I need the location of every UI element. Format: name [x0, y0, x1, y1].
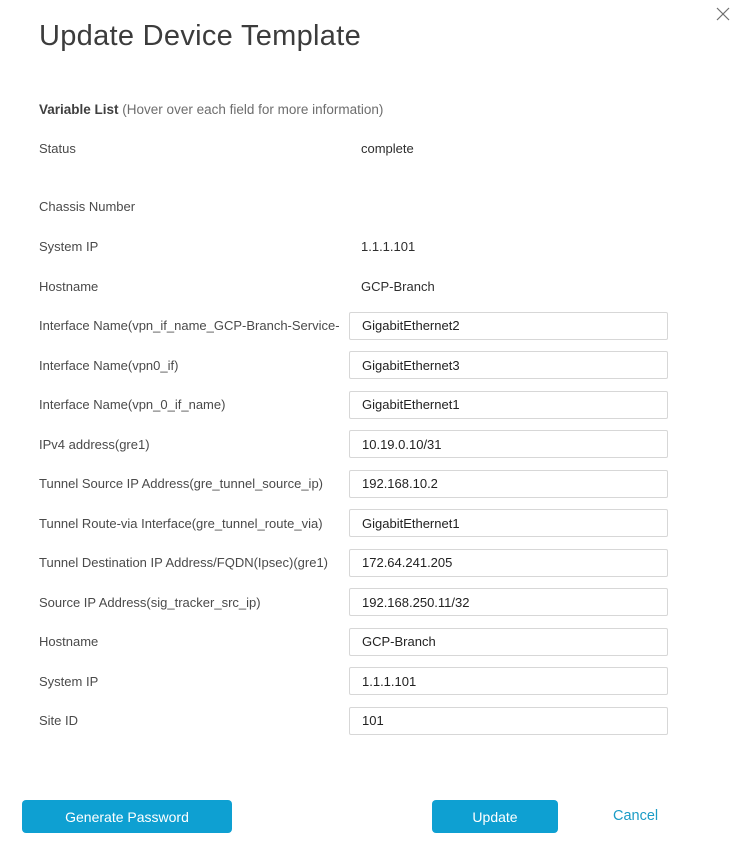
field-label: System IP — [39, 673, 99, 689]
field-label: Tunnel Source IP Address(gre_tunnel_source_ip) — [39, 476, 324, 492]
interface-name-vpn0-if-input[interactable] — [349, 351, 668, 379]
field-value: 1.1.1.101 — [361, 238, 416, 254]
ipv4-address-gre1-input[interactable] — [349, 430, 668, 458]
row-chassis-number — [39, 186, 668, 226]
row-ipv4-address-gre1 — [39, 425, 668, 465]
sig-tracker-src-ip-input[interactable] — [349, 588, 668, 616]
field-label: Status — [39, 140, 76, 156]
cancel-link[interactable]: Cancel — [613, 800, 658, 833]
row-tunnel-destination-ip — [39, 543, 668, 583]
site-id-input[interactable] — [349, 707, 668, 735]
variable-list — [39, 128, 668, 741]
variable-list-hint: (Hover over each field for more information) — [118, 102, 384, 117]
field-label: Chassis Number — [39, 198, 136, 214]
interface-name-service-input[interactable] — [349, 312, 668, 340]
generate-password-button[interactable]: Generate Password — [22, 800, 232, 833]
dialog-footer — [0, 800, 752, 833]
tunnel-destination-ip-input[interactable] — [349, 549, 668, 577]
field-label: Interface Name(vpn_if_name_GCP-Branch-Service- — [39, 318, 340, 334]
field-label: Interface Name(vpn0_if) — [39, 357, 179, 373]
system-ip-input[interactable] — [349, 667, 668, 695]
variable-list-heading — [39, 102, 383, 117]
field-value: GCP-Branch — [361, 278, 435, 294]
row-tunnel-route-via — [39, 504, 668, 544]
tunnel-source-ip-input[interactable] — [349, 470, 668, 498]
field-label: Hostname — [39, 278, 99, 294]
row-hostname-static — [39, 266, 668, 306]
hostname-input[interactable] — [349, 628, 668, 656]
field-value: complete — [361, 140, 414, 156]
update-button[interactable]: Update — [432, 800, 558, 833]
field-label: Tunnel Route-via Interface(gre_tunnel_route_via) — [39, 515, 323, 531]
row-tunnel-source-ip — [39, 464, 668, 504]
field-label: Site ID — [39, 713, 79, 729]
row-system-ip — [39, 662, 668, 702]
row-sig-tracker-src-ip — [39, 583, 668, 623]
field-label: IPv4 address(gre1) — [39, 436, 150, 452]
row-status — [39, 128, 668, 168]
row-system-ip-static — [39, 226, 668, 266]
row-interface-name-vpn-0-if-name — [39, 385, 668, 425]
row-hostname — [39, 622, 668, 662]
tunnel-route-via-input[interactable] — [349, 509, 668, 537]
close-icon[interactable] — [714, 5, 732, 23]
interface-name-vpn-0-if-name-input[interactable] — [349, 391, 668, 419]
row-site-id — [39, 701, 668, 741]
field-label: Tunnel Destination IP Address/FQDN(Ipsec)(gre1) — [39, 555, 329, 571]
row-interface-name-vpn0-if — [39, 346, 668, 386]
field-label: Source IP Address(sig_tracker_src_ip) — [39, 594, 261, 610]
field-label: Interface Name(vpn_0_if_name) — [39, 397, 226, 413]
row-interface-name-service — [39, 306, 668, 346]
page-title: Update Device Template — [39, 20, 362, 52]
field-label: Hostname — [39, 634, 99, 650]
variable-list-label: Variable List — [39, 102, 119, 117]
field-label: System IP — [39, 238, 99, 254]
